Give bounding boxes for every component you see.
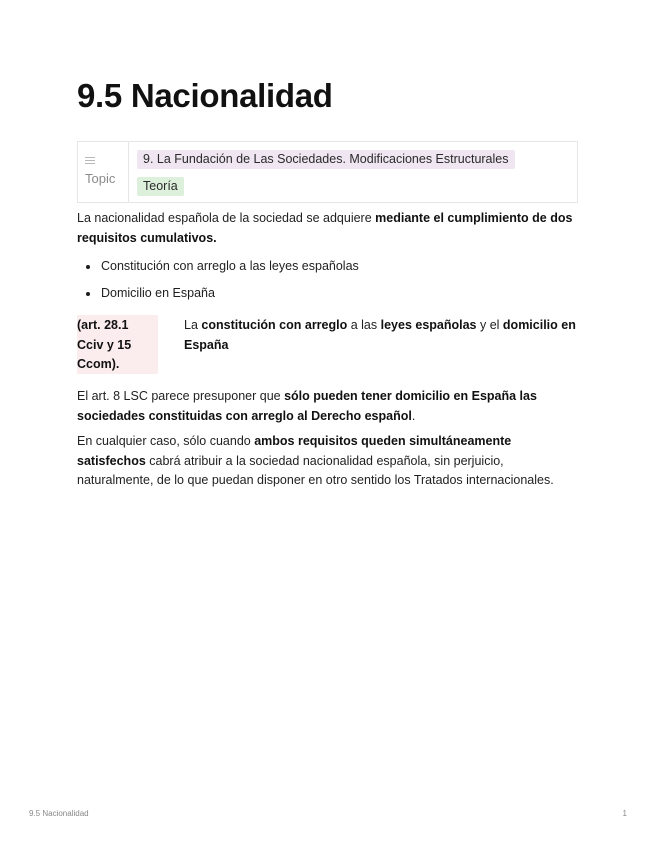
property-label-cell [78, 142, 129, 202]
intro-bold: mediante el cumplimiento de dos requisitos cumulativos. [77, 211, 573, 245]
reference-text: La constitución con arreglo a las leyes españolas y el domicilio en España [184, 318, 576, 352]
footer-title: 9.5 Nacionalidad [29, 809, 89, 818]
properties-table [77, 141, 578, 203]
page-number: 1 [622, 809, 627, 818]
paragraph-conclusion: En cualquier caso, sólo cuando ambos requisitos queden simultáneamente satisfechos cabrá atribuir a la sociedad nacionalidad española, sin perjuicio, naturalmente, de lo que puedan disponer en otro sentido los Tratados internacionales. [77, 434, 554, 487]
bullet-list [86, 257, 359, 311]
bullet-dot-icon [86, 265, 90, 269]
property-label: Topic [85, 171, 116, 186]
paragraph-lsc: El art. 8 LSC parece presuponer que sólo pueden tener domicilio en España las sociedades constituidas con arreglo al Derecho español. [77, 389, 537, 423]
type-tag[interactable]: Teoría [137, 177, 184, 196]
reference-cell: (art. 28.1 Cciv y 15 Ccom). [77, 315, 158, 374]
list-item: Domicilio en España [86, 284, 359, 311]
topic-tag[interactable]: 9. La Fundación de Las Sociedades. Modificaciones Estructurales [137, 150, 515, 169]
list-icon [85, 157, 95, 165]
page-title: 9.5 Nacionalidad [77, 77, 333, 114]
intro-text: La nacionalidad española de la sociedad se adquiere [77, 211, 376, 225]
list-item: Constitución con arreglo a las leyes españolas [86, 257, 359, 284]
bullet-dot-icon [86, 292, 90, 296]
intro-paragraph [77, 209, 577, 248]
